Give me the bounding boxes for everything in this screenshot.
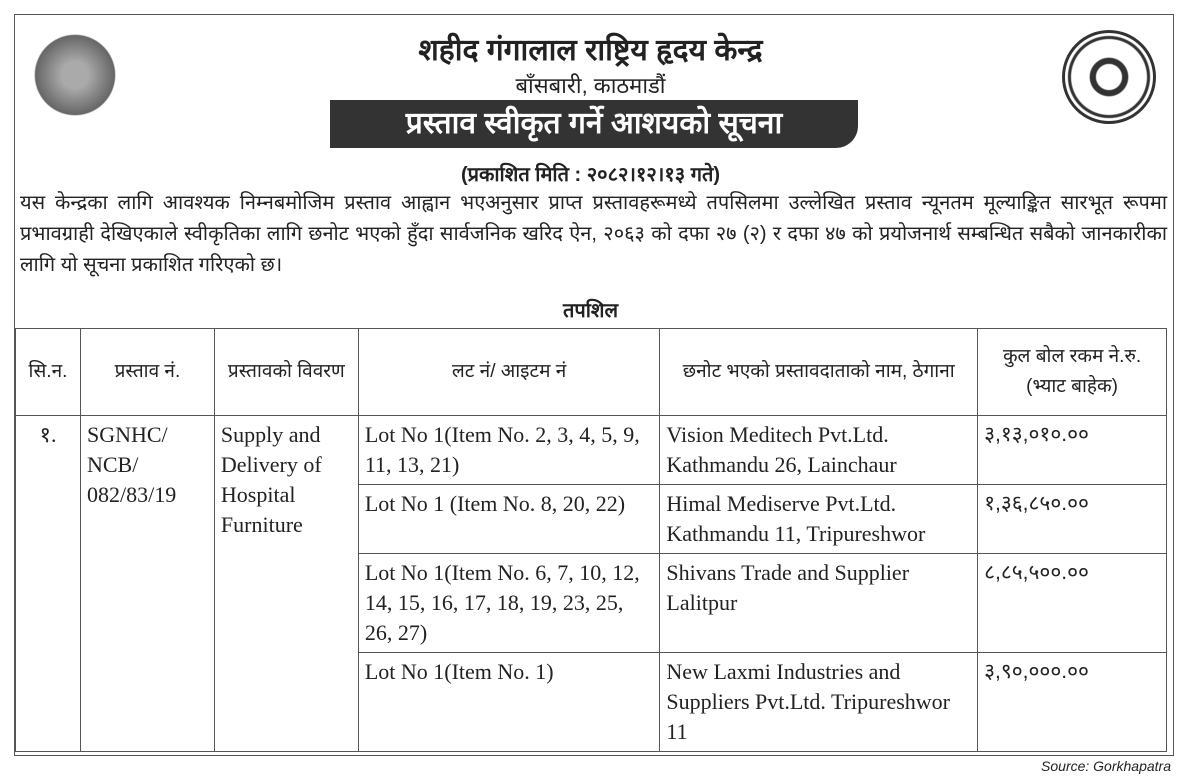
cell-sn: १. (16, 416, 81, 752)
notice-body: यस केन्द्रका लागि आवश्यक निम्नबमोजिम प्रस्ताव आह्वान भएअनुसार प्राप्त प्रस्तावहरूमध्ये तपसिलमा उल्लेखित प्रस्ताव न्यूनतम मूल्याङ्कित सारभूत रूपमा प्रभावग्राही देखिएकाले स्वीकृतिका लागि छनोट भएको हुँदा सार्वजनिक खरिद ऐन, २०६३ को दफा २७ (२) र दफा ४७ को प्रयोजनार्थ सम्बन्धित सबैको जानकारीका लागि यो सूचना प्रकाशित गरिएको छ। (20, 192, 1167, 276)
source-credit: Source: Gorkhapatra (1041, 758, 1171, 774)
org-name: शहीद गंगालाल राष्ट्रिय हृदय केन्द्र (418, 34, 763, 67)
published-date: (प्रकाशित मिति : २०८२।१२।१३ गते) (460, 164, 721, 186)
cell-bidder: New Laxmi Industries and Suppliers Pvt.Ltd. Tripureshwor 11 (660, 653, 978, 752)
header-bid-no: प्रस्ताव नं. (80, 329, 214, 416)
notice-title: प्रस्ताव स्वीकृत गर्ने आशयको सूचना (330, 100, 858, 148)
header-description: प्रस्तावको विवरण (214, 329, 358, 416)
cell-amount: ८,८५,५००.०० (978, 554, 1167, 653)
cell-bid-no: SGNHC/ NCB/ 082/83/19 (80, 416, 214, 752)
cell-bidder: Shivans Trade and Supplier Lalitpur (660, 554, 978, 653)
org-address: बाँसबारी, काठमाडौं (515, 73, 666, 98)
header-bidder: छनोट भएको प्रस्तावदाताको नाम, ठेगाना (660, 329, 978, 416)
cell-bidder: Himal Mediserve Pvt.Ltd. Kathmandu 11, Tripureshwor (660, 485, 978, 554)
award-table (15, 328, 1167, 752)
cell-amount: ३,१३,०१०.०० (978, 416, 1167, 485)
cell-lot: Lot No 1 (Item No. 8, 20, 22) (358, 485, 660, 554)
cell-lot: Lot No 1(Item No. 6, 7, 10, 12, 14, 15, 16, 17, 18, 19, 23, 25, 26, 27) (358, 554, 660, 653)
cell-description: Supply and Delivery of Hospital Furniture (214, 416, 358, 752)
header-sn: सि.न. (16, 329, 81, 416)
cell-amount: ३,९०,०००.०० (978, 653, 1167, 752)
header-lot: लट नं/ आइटम नं (358, 329, 660, 416)
cell-lot: Lot No 1(Item No. 1) (358, 653, 660, 752)
schedule-heading: तपशिल (562, 300, 619, 322)
cell-amount: १,३६,८५०.०० (978, 485, 1167, 554)
header-amount: कुल बोल रकम ने.रु. (भ्याट बाहेक) (978, 329, 1167, 416)
table-header-row (16, 329, 1167, 416)
cell-bidder: Vision Meditech Pvt.Ltd. Kathmandu 26, Lainchaur (660, 416, 978, 485)
table-row (16, 416, 1167, 485)
cell-lot: Lot No 1(Item No. 2, 3, 4, 5, 9, 11, 13, 21) (358, 416, 660, 485)
